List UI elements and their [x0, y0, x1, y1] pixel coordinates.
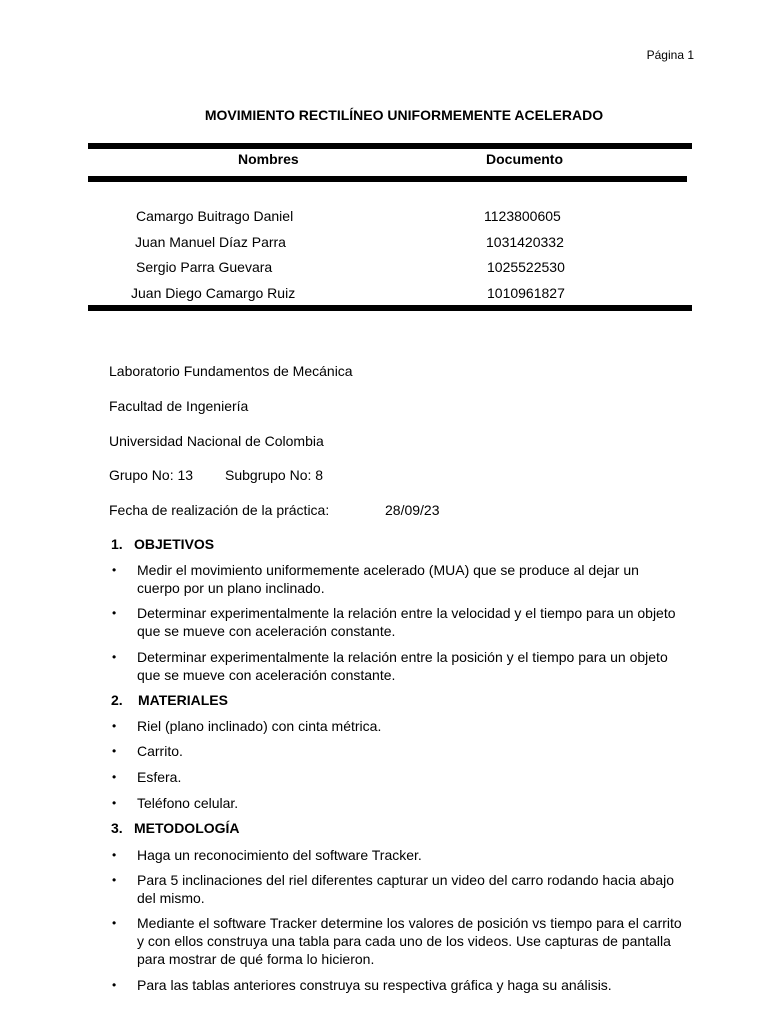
bullet-icon: •	[112, 770, 117, 784]
list-item	[112, 914, 682, 968]
list-item	[112, 648, 682, 684]
section-title: MATERIALES	[138, 692, 228, 708]
bullet-icon: •	[112, 848, 117, 862]
list-item	[112, 794, 682, 812]
bullet-icon: •	[112, 978, 117, 992]
section-title: METODOLOGÍA	[134, 820, 240, 836]
section-title: OBJETIVOS	[134, 536, 215, 552]
member-name: Juan Diego Camargo Ruiz	[131, 285, 296, 301]
section-heading-objetivos	[111, 536, 214, 552]
list-item-text: Haga un reconocimiento del software Tracker.	[137, 847, 422, 863]
list-item-text: Para las tablas anteriores construya su respectiva gráfica y haga su análisis.	[137, 977, 612, 993]
table-header-rule	[88, 176, 687, 182]
list-item-text: Mediante el software Tracker determine los valores de posición vs tiempo para el carrito y con ellos construya una tabla para cada uno de los videos. Use capturas de pantalla para mostrar de qué forma lo hicieron.	[137, 915, 682, 967]
university-name: Universidad Nacional de Colombia	[109, 433, 324, 449]
section-heading-materiales	[111, 692, 228, 708]
bullet-icon: •	[112, 606, 117, 620]
list-item	[112, 717, 682, 735]
member-name: Juan Manuel Díaz Parra	[135, 234, 286, 250]
list-item-text: Determinar experimentalmente la relación entre la velocidad y el tiempo para un objeto que se mueve con aceleración constante.	[137, 605, 676, 639]
bullet-icon: •	[112, 744, 117, 758]
group-number: Grupo No: 13	[109, 467, 194, 483]
section-number: 2.	[111, 692, 123, 708]
page-number: Página 1	[646, 48, 694, 62]
table-top-rule	[88, 143, 692, 149]
list-item-text: Teléfono celular.	[137, 795, 239, 811]
bullet-icon: •	[112, 796, 117, 810]
table-header-names: Nombres	[238, 151, 299, 167]
table-bottom-rule	[88, 305, 692, 311]
bullet-icon: •	[112, 916, 117, 930]
member-document: 1025522530	[487, 259, 565, 275]
list-item-text: Esfera.	[137, 769, 182, 785]
date-label: Fecha de realización de la práctica:	[109, 502, 330, 518]
list-item	[112, 976, 682, 994]
list-item-text: Determinar experimentalmente la relación entre la posición y el tiempo para un objeto que se mueve con aceleración constante.	[137, 649, 668, 683]
section-number: 3.	[111, 820, 123, 836]
list-item-text: Carrito.	[137, 743, 183, 759]
bullet-icon: •	[112, 563, 117, 577]
document-title: MOVIMIENTO RECTILÍNEO UNIFORMEMENTE ACELERADO	[204, 107, 604, 123]
list-item	[112, 604, 682, 640]
bullet-icon: •	[112, 650, 117, 664]
table-header-document: Documento	[486, 151, 563, 167]
member-name: Sergio Parra Guevara	[136, 259, 273, 275]
member-document: 1031420332	[486, 234, 564, 250]
list-item-text: Riel (plano inclinado) con cinta métrica.	[137, 718, 382, 734]
section-number: 1.	[111, 536, 123, 552]
bullet-icon: •	[112, 719, 117, 733]
subgroup-number: Subgrupo No: 8	[225, 467, 324, 483]
date-value: 28/09/23	[385, 502, 440, 518]
list-item	[112, 742, 682, 760]
lab-name: Laboratorio Fundamentos de Mecánica	[109, 363, 353, 379]
list-item	[112, 846, 682, 864]
list-item	[112, 871, 682, 907]
bullet-icon: •	[112, 873, 117, 887]
faculty-name: Facultad de Ingeniería	[109, 398, 249, 414]
member-document: 1010961827	[487, 285, 565, 301]
practice-date	[109, 502, 440, 518]
group-info	[109, 467, 323, 483]
member-document: 1123800605	[484, 208, 561, 224]
section-heading-metodologia	[111, 820, 240, 836]
list-item	[112, 561, 682, 597]
member-name: Camargo Buitrago Daniel	[136, 208, 294, 224]
list-item-text: Para 5 inclinaciones del riel diferentes capturar un video del carro rodando hacia abajo del mismo.	[137, 872, 674, 906]
list-item	[112, 768, 682, 786]
list-item-text: Medir el movimiento uniformemente acelerado (MUA) que se produce al dejar un cuerpo por un plano inclinado.	[137, 562, 639, 596]
